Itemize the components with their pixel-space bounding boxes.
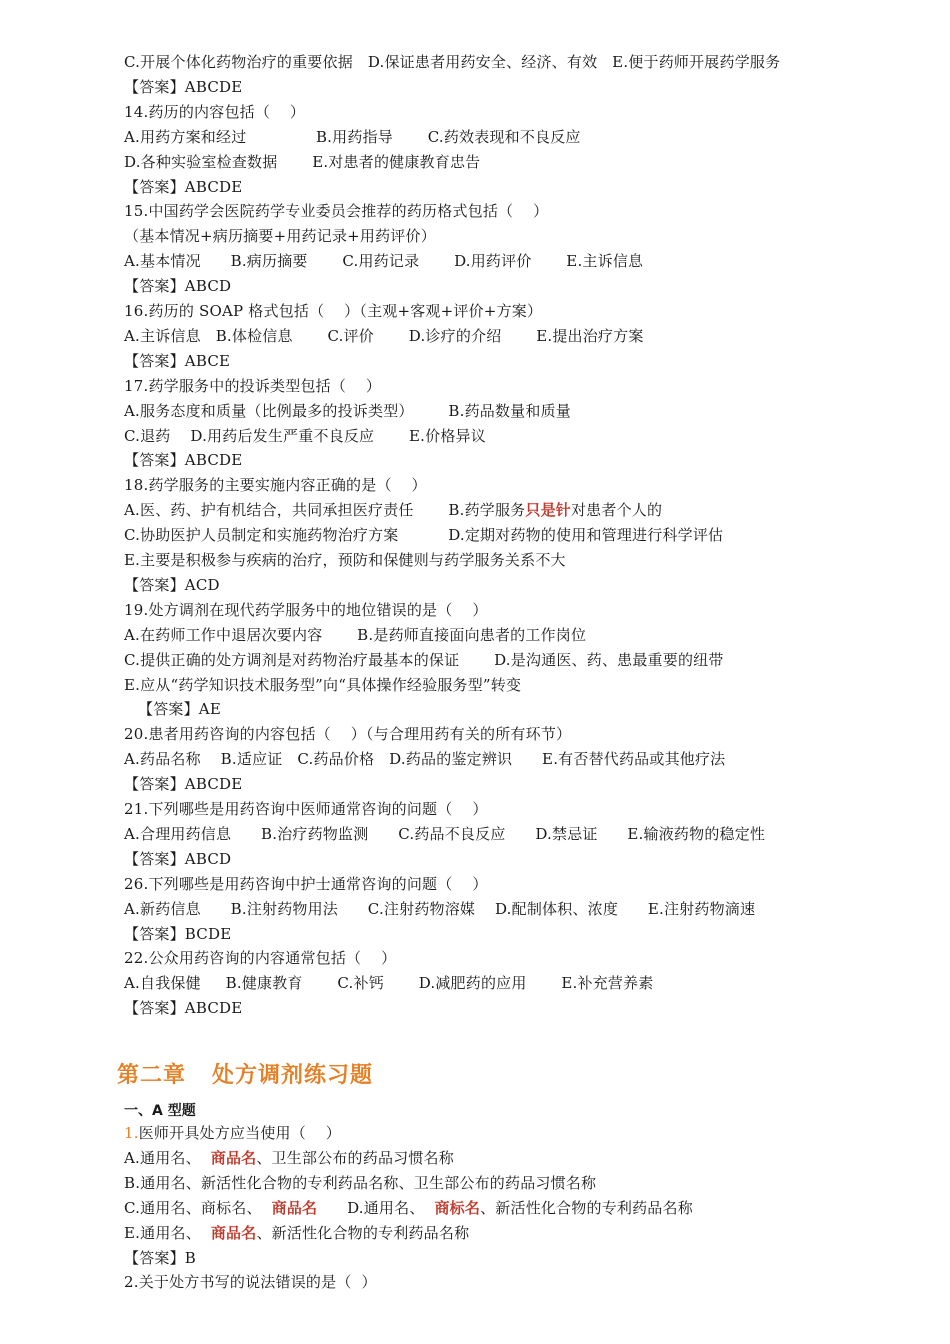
options-line: [124, 127, 581, 147]
question-line: [124, 874, 488, 894]
text-segment: 19.处方调剂在现代药学服务中的地位错误的是（ ）: [124, 600, 488, 619]
chapter-title: 第二章 处方调剂练习题: [117, 1063, 373, 1088]
answer-line: [138, 699, 221, 719]
options-line: [124, 899, 755, 919]
text-segment: 20.患者用药咨询的内容包括（ ）（与合理用药有关的所有环节）: [124, 725, 572, 744]
highlighted-text: 商品名: [210, 1148, 257, 1167]
answer-line: [124, 351, 230, 371]
answer-line: [124, 849, 231, 869]
options-line: [124, 1198, 693, 1218]
text-segment: C.退药 D.用药后发生严重不良反应 E.价格异议: [124, 426, 486, 445]
text-segment: 17.药学服务中的投诉类型包括（ ）: [124, 376, 382, 395]
text-segment: C.提供正确的处方调剂是对药物治疗最基本的保证 D.是沟通医、药、患最重要的纽带: [124, 650, 724, 669]
text-segment: 【答案】ABCE: [124, 351, 231, 370]
text-segment: A.在药师工作中退居次要内容 B.是药师直接面向患者的工作岗位: [124, 625, 587, 644]
text-segment: 【答案】ABCDE: [124, 775, 243, 794]
text-segment: B.通用名、新活性化合物的专利药品名称、卫生部公布的药品习惯名称: [124, 1173, 597, 1192]
question-line: [124, 301, 542, 321]
text-segment: 对患者个人的: [570, 501, 663, 520]
text-segment: 16.药历的 SOAP 格式包括（ ）（主观+客观+评价+方案）: [124, 302, 543, 320]
text-segment: A.药品名称 B.适应证 C.药品价格 D.药品的鉴定辨识 E.有否替代药品或其他疗法: [124, 750, 726, 769]
options-line: [124, 1148, 454, 1168]
options-line: [124, 1223, 469, 1243]
question-line: [124, 102, 305, 122]
options-line: [124, 326, 644, 346]
section-heading: 一、A 型题: [124, 1103, 196, 1119]
options-line: [124, 550, 566, 570]
options-line: [124, 625, 586, 645]
text-segment: C.通用名、商标名、: [124, 1198, 272, 1217]
text-segment: 14.药历的内容包括（ ）: [124, 102, 306, 121]
text-segment: 医师开具处方应当使用（ ）: [138, 1124, 341, 1142]
question-line: [124, 1123, 341, 1143]
text-segment: 22.公众用药咨询的内容通常包括（ ）: [124, 949, 397, 968]
options-line: [124, 426, 486, 446]
question-line: [124, 1272, 377, 1292]
options-line: [124, 152, 480, 172]
options-line: [124, 824, 765, 844]
options-line: [124, 650, 724, 670]
options-line: [124, 675, 521, 695]
text-segment: （基本情况+病历摘要+用药记录+用药评价）: [124, 227, 436, 246]
text-segment: A.新药信息 B.注射药物用法 C.注射药物溶媒 D.配制体积、浓度 E.注射药物滴速: [124, 899, 756, 918]
text-segment: 2.关于处方书写的说法错误的是（ ）: [124, 1273, 377, 1292]
text-segment: 、新活性化合物的专利药品名称: [480, 1198, 693, 1217]
options-line: [124, 251, 643, 271]
text-segment: 、新活性化合物的专利药品名称: [256, 1223, 470, 1242]
text-segment: D.各种实验室检查数据 E.对患者的健康教育忠告: [124, 152, 481, 171]
answer-line: [124, 276, 231, 296]
options-line: [124, 973, 653, 993]
question-line: [124, 948, 396, 968]
text-segment: 1.: [124, 1124, 139, 1142]
text-segment: E.应从“药学知识技术服务型”向“具体操作经验服务型”转变: [124, 675, 522, 694]
text-segment: 【答案】ABCDE: [124, 999, 243, 1018]
text-segment: D.通用名、: [317, 1198, 435, 1217]
text-segment: C.协助医护人员制定和实施药物治疗方案 D.定期对药物的使用和管理进行科学评估: [124, 526, 724, 545]
text-segment: 18.药学服务的主要实施内容正确的是（ ）: [124, 476, 427, 495]
text-segment: 21.下列哪些是用药咨询中医师通常咨询的问题（ ）: [124, 800, 488, 818]
text-segment: 【答案】ACD: [124, 575, 220, 594]
text-segment: 、卫生部公布的药品习惯名称: [256, 1148, 454, 1167]
text-segment: 【答案】BCDE: [124, 924, 232, 943]
text-segment: 【答案】AE: [138, 700, 221, 719]
options-line: [124, 500, 662, 520]
text-segment: 26.下列哪些是用药咨询中护士通常咨询的问题（ ）: [124, 874, 488, 893]
text-segment: 15.中国药学会医院药学专业委员会推荐的药历格式包括（ ）: [124, 202, 549, 221]
text-segment: E.主要是积极参与疾病的治疗，预防和保健则与药学服务关系不大: [124, 551, 566, 569]
text-segment: A.医、药、护有机结合，共同承担医疗责任 B.药学服务: [124, 501, 526, 520]
answer-line: [124, 774, 242, 794]
text-segment: E.通用名、: [124, 1223, 211, 1242]
text-segment: 【答案】B: [124, 1248, 197, 1267]
text-segment: A.用药方案和经过 B.用药指导 C.药效表现和不良反应: [124, 127, 581, 146]
options-line: [124, 749, 725, 769]
answer-line: [124, 1248, 196, 1268]
options-line: [124, 401, 571, 421]
question-line: [124, 600, 488, 620]
text-segment: C.开展个体化药物治疗的重要依据 D.保证患者用药安全、经济、有效 E.便于药师开展药学服务: [124, 53, 781, 71]
highlighted-text: 只是针: [525, 501, 571, 520]
text-segment: A.基本情况 B.病历摘要 C.用药记录 D.用药评价 E.主诉信息: [124, 252, 644, 271]
answer-line: [124, 177, 242, 197]
options-line: [124, 52, 780, 72]
text-segment: A.通用名、: [124, 1148, 211, 1167]
question-line: [124, 724, 571, 744]
text-segment: 【答案】ABCDE: [124, 77, 243, 96]
answer-line: [124, 575, 220, 595]
answer-line: [124, 77, 242, 97]
question-line: [124, 201, 548, 221]
highlighted-text: 商品名: [271, 1198, 318, 1217]
highlighted-text: 商品名: [210, 1223, 257, 1242]
answer-line: [124, 924, 231, 944]
text-segment: 【答案】ABCD: [124, 277, 232, 296]
options-line: [124, 1173, 596, 1193]
text-segment: A.服务态度和质量（比例最多的投诉类型） B.药品数量和质量: [124, 401, 571, 420]
answer-line: [124, 450, 242, 470]
text-segment: A.合理用药信息 B.治疗药物监测 C.药品不良反应 D.禁忌证 E.输液药物的稳定性: [124, 824, 766, 843]
options-line: [124, 525, 723, 545]
text-segment: 【答案】ABCD: [124, 849, 232, 868]
note-line: [124, 226, 436, 246]
text-segment: A.自我保健 B.健康教育 C.补钙 D.减肥药的应用 E.补充营养素: [124, 974, 654, 993]
text-segment: A.主诉信息 B.体检信息 C.评价 D.诊疗的介绍 E.提出治疗方案: [124, 326, 644, 345]
text-segment: 【答案】ABCDE: [124, 177, 243, 196]
question-line: [124, 376, 381, 396]
question-line: [124, 799, 488, 819]
answer-line: [124, 998, 242, 1018]
question-line: [124, 475, 427, 495]
text-segment: 【答案】ABCDE: [124, 451, 243, 470]
highlighted-text: 商标名: [434, 1198, 481, 1217]
